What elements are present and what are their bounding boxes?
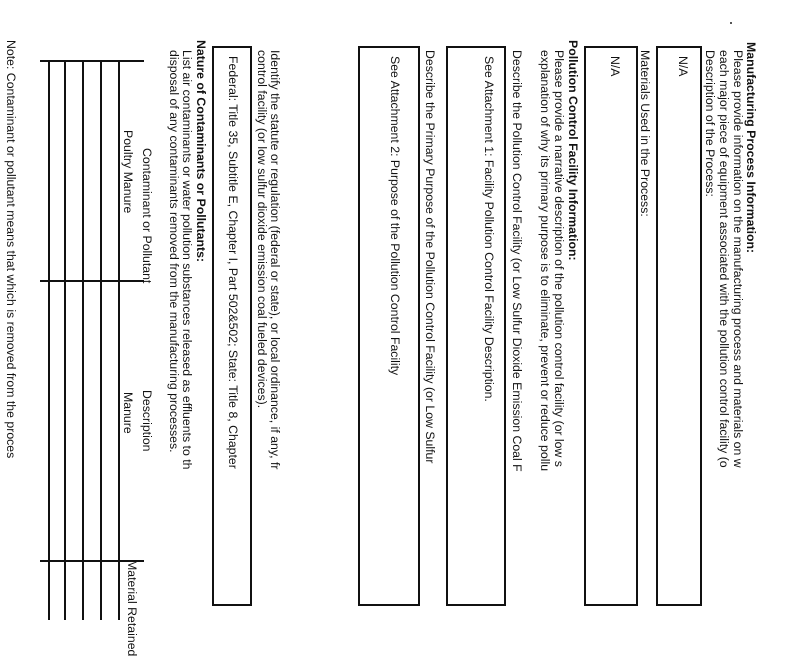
statute-box	[212, 46, 252, 606]
table-cell-contaminant: Poultry Manure	[121, 130, 135, 214]
manufacturing-instruction-2: each major piece of equipment associated with the pollution control facility (o	[717, 50, 731, 468]
materials-used-value: N/A	[608, 56, 622, 77]
table-header-material-retained: Material Retained	[125, 560, 139, 656]
table-rule	[64, 60, 66, 620]
facility-describe-label: Describe the Pollution Control Facility (or Low Sulfur Dioxide Emission Coal F	[510, 50, 524, 472]
table-rule	[40, 60, 144, 62]
process-description-label: Description of the Process:	[703, 50, 717, 197]
table-header-contaminant: Contaminant or Pollutant	[140, 148, 154, 284]
contaminants-heading: Nature of Contaminants or Pollutants:	[194, 40, 208, 263]
table-rule	[100, 60, 102, 620]
pollution-instruction-1: Please provide a narrative description of the pollution control facility (or low s	[552, 50, 566, 467]
primary-purpose-label: Describe the Primary Purpose of the Pollution Control Facility (or Low Sulfur	[423, 50, 437, 464]
table-rule	[40, 560, 144, 562]
contaminants-instruction-2: disposal of any contaminants removed from the manufacturing processes.	[167, 50, 181, 453]
contaminants-instruction-1: List air contaminants or water pollution substances released as effluents to th	[180, 50, 194, 470]
facility-description-box	[446, 46, 506, 606]
manufacturing-heading: Manufacturing Process Information:	[744, 42, 758, 254]
process-description-value: N/A	[676, 56, 690, 77]
primary-purpose-box	[358, 46, 420, 606]
process-description-box	[656, 46, 702, 606]
pollution-heading: Pollution Control Facility Information:	[566, 40, 580, 261]
footnote: Note: Contaminant or pollutant means that which is removed from the proces	[4, 40, 18, 459]
table-rule	[118, 60, 120, 620]
pollution-instruction-2: explanation of why its primary purpose is to eliminate, prevent or reduce pollu	[538, 50, 552, 472]
table-rule	[48, 60, 50, 620]
scan-speck	[730, 22, 732, 24]
statute-instruction-2: control facility (or low sulfur dioxide emission coal fueled devices).	[255, 50, 269, 409]
table-rule	[82, 60, 84, 620]
table-cell-description: Manure	[121, 392, 135, 434]
facility-description-value: See Attachment 1: Facility Pollution Control Facility Description.	[482, 56, 496, 402]
primary-purpose-value: See Attachment 2: Purpose of the Pollution Control Facility	[388, 56, 402, 376]
statute-value: Federal: Title 35, Subtitle E, Chapter I, Part 502&502; State: Title 8, Chapter	[226, 56, 240, 469]
manufacturing-instruction-1: Please provide information on the manufacturing process and materials on w	[731, 50, 745, 468]
table-rule	[40, 280, 144, 282]
materials-used-box	[584, 46, 638, 606]
statute-instruction-1: Identify the statute or regulation (federal or state), or local ordinance, if any, fr	[268, 50, 282, 470]
table-header-description: Description	[140, 390, 154, 452]
materials-used-label: Materials Used in the Process:	[638, 50, 652, 217]
